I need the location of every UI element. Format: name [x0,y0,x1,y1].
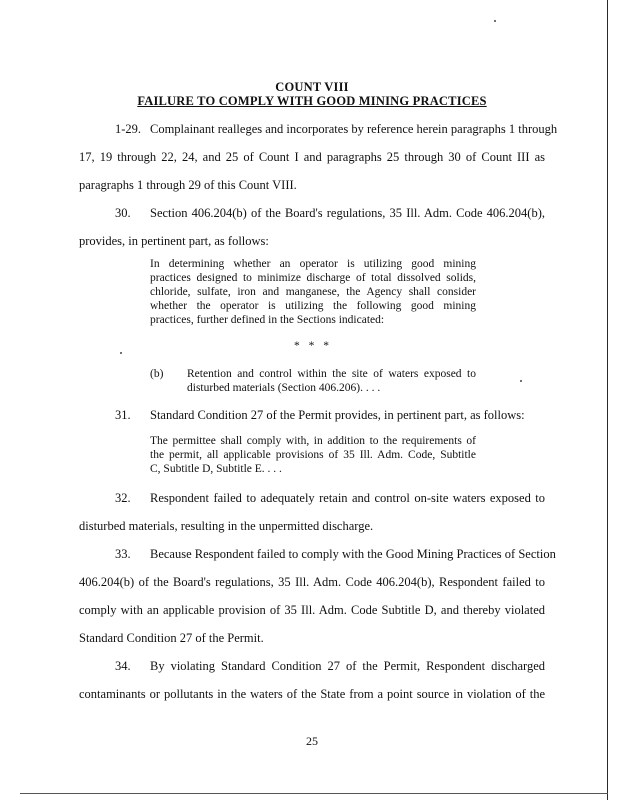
paragraph-number: 32. [115,491,131,505]
scan-speck [120,352,122,354]
paragraph-line: Complainant realleges and incorporates by reference herein paragraphs 1 through [150,122,558,136]
paragraph-line: Because Respondent failed to comply with the Good Mining Practices of Section [150,547,556,561]
omission-stars: * * * [294,340,332,352]
paragraph-line: Respondent failed to adequately retain and control on-site waters exposed to [150,491,545,505]
paragraph-line: Standard Condition 27 of the Permit. [79,631,264,645]
paragraph-number: 33. [115,547,131,561]
paragraph-number: 34. [115,659,131,673]
paragraph-line: 17, 19 through 22, 24, and 25 of Count I and paragraphs 25 through 30 of Count III as [79,150,545,164]
paragraph-line: comply with an applicable provision of 35 Ill. Adm. Code Subtitle D, and thereby violated [79,603,545,617]
paragraph-number: 1-29. [115,122,142,136]
paragraph-line: By violating Standard Condition 27 of the Permit, Respondent discharged [150,659,545,673]
block-quote-line: the permit, all applicable provisions of 35 Ill. Adm. Code, Subtitle [150,449,476,461]
sub-item-line: Retention and control within the site of waters exposed to [187,368,476,380]
count-title [79,94,545,109]
count-title-text: FAILURE TO COMPLY WITH GOOD MINING PRACTICES [137,94,487,108]
block-quote-line: C, Subtitle D, Subtitle E. . . . [150,463,282,475]
sub-item-label: (b) [150,368,164,380]
paragraph-line: provides, in pertinent part, as follows: [79,234,269,248]
paragraph-line: disturbed materials, resulting in the unpermitted discharge. [79,519,374,533]
block-quote-line: In determining whether an operator is utilizing good mining [150,258,476,270]
scan-edge-right [607,0,608,800]
count-heading: COUNT VIII [275,80,349,94]
sub-item-line: disturbed materials (Section 406.206). . . . [187,382,381,394]
scan-speck [520,380,522,382]
paragraph-line: paragraphs 1 through 29 of this Count VIII. [79,178,297,192]
block-quote-line: whether the operator is utilizing the following good mining [150,300,476,312]
paragraph-line: 406.204(b) of the Board's regulations, 35 Ill. Adm. Code 406.204(b), Respondent failed to [79,575,545,589]
block-quote-line: chloride, sulfate, iron and manganese, the Agency shall consider [150,286,476,298]
block-quote-line: The permittee shall comply with, in addition to the requirements of [150,435,476,447]
scan-speck [494,20,496,22]
paragraph-number: 31. [115,408,131,422]
paragraph-number: 30. [115,206,131,220]
paragraph-line: Standard Condition 27 of the Permit provides, in pertinent part, as follows: [150,408,525,422]
block-quote-line: practices, further defined in the Sections indicated: [150,314,385,326]
scan-edge-bottom [20,793,608,794]
paragraph-line: Section 406.204(b) of the Board's regulations, 35 Ill. Adm. Code 406.204(b), [150,206,545,220]
block-quote-line: practices designed to minimize discharge of total dissolved solids, [150,272,476,284]
paragraph-line: contaminants or pollutants in the waters of the State from a point source in violation of the [79,687,545,701]
page-number: 25 [306,734,318,748]
